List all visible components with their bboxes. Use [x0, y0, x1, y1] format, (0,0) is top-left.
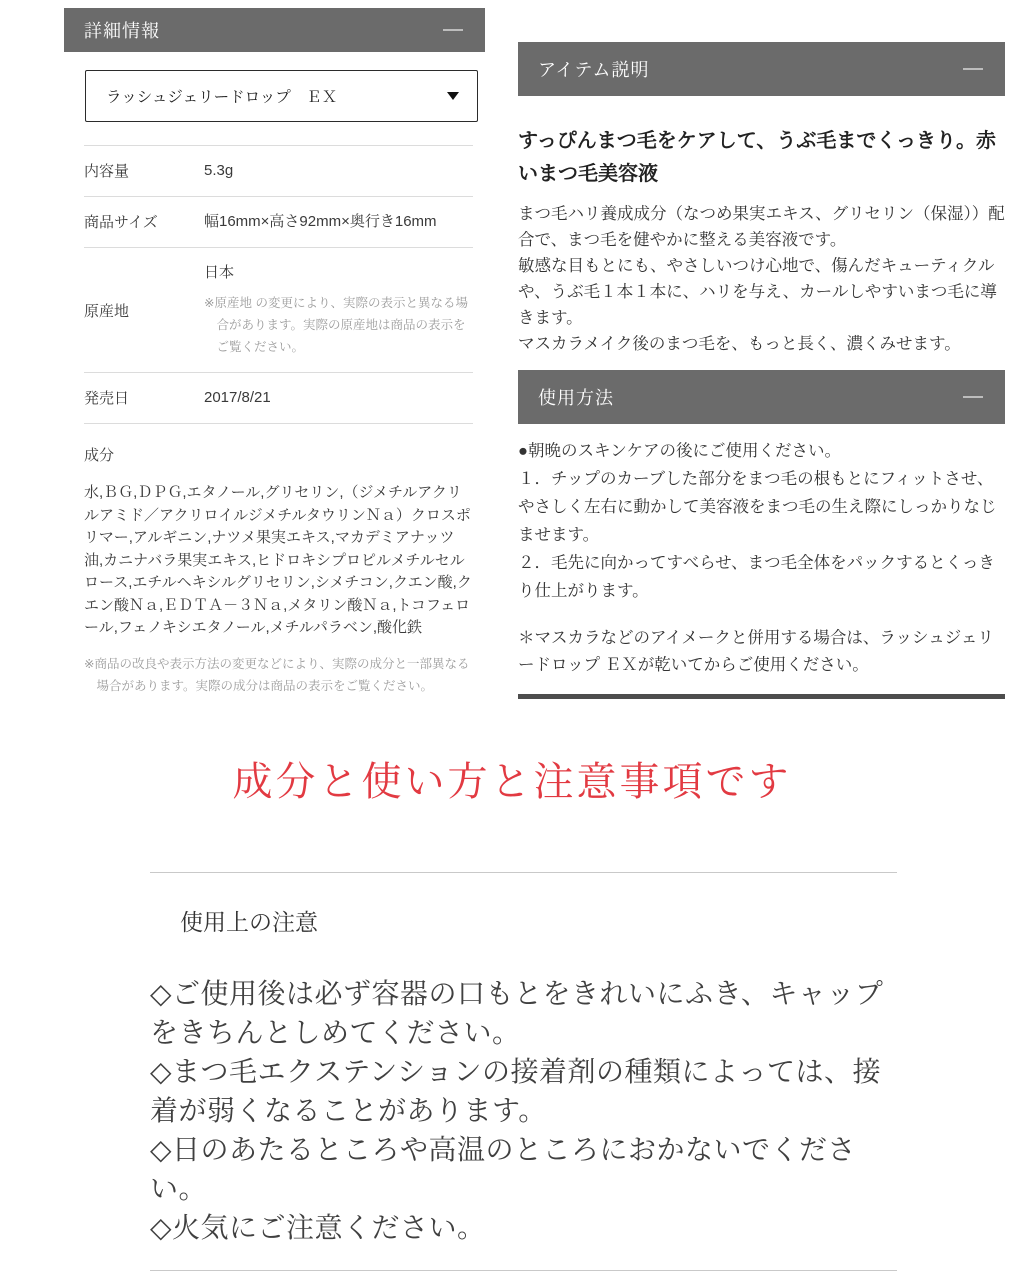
item-panel-header [518, 42, 1005, 96]
spec-label: 商品サイズ [84, 214, 158, 231]
minus-icon [963, 68, 983, 70]
minus-icon [443, 29, 463, 31]
spec-value: 5.3g [204, 162, 234, 179]
table-row-release-date [84, 372, 473, 423]
divider [150, 872, 897, 873]
usage-step: ２．毛先に向かってすべらせ、まつ毛全体をパックするとくっきり仕上がります。 [518, 554, 995, 600]
item-collapse-button[interactable] [961, 62, 985, 76]
usage-body [518, 424, 1005, 679]
minus-icon [963, 396, 983, 398]
spec-value [204, 262, 473, 358]
item-body [518, 201, 1005, 357]
spec-label: 内容量 [84, 163, 130, 180]
chevron-down-icon [447, 92, 459, 100]
item-headline: すっぴんまつ毛をケアして、うぶ毛までくっきり。赤いまつ毛美容液 [518, 130, 996, 185]
spec-label: 発売日 [84, 390, 130, 407]
item-description-panel [518, 42, 1005, 699]
spec-value: 幅16mm×高さ92mm×奥行き16mm [204, 213, 437, 230]
table-row-size [84, 196, 473, 247]
product-variant-select[interactable] [85, 70, 478, 122]
origin-note: ※原産地 の変更により、実際の表示と異なる場合があります。実際の原産地は商品の表示をご覧ください。 [204, 296, 468, 354]
ingredients-note: ※商品の改良や表示方法の変更などにより、実際の成分と一部異なる場合があります。実際の成分は商品の表示をご覧ください。 [84, 656, 470, 693]
usage-step: ●朝晩のスキンケアの後にご使用ください。 [518, 442, 841, 460]
table-row-capacity [84, 145, 473, 196]
item-panel-title: アイテム説明 [538, 60, 650, 80]
section-bottom-rule [518, 694, 1005, 699]
item-body-paragraph: 敏感な目もとにも、やさしいつけ心地で、傷んだキューティクルや、うぶ毛１本１本に、ハリを与え、カールしやすいまつ毛に導きます。 [518, 257, 997, 327]
precaution-item: ◇まつ毛エクステンションの接着剤の種類によっては、接着が弱くなることがあります。 [150, 1056, 882, 1126]
item-body-paragraph: マスカラメイク後のまつ毛を、もっと長く、濃くみせます。 [518, 335, 961, 353]
table-row-origin [84, 247, 473, 372]
precaution-item: ◇火気にご注意ください。 [150, 1212, 486, 1243]
table-row-ingredients [84, 423, 473, 697]
usage-note: ＊マスカラなどのアイメークと併用する場合は、ラッシュジェリードロップ ＥＸが乾いてからご使用ください。 [518, 629, 994, 674]
divider [150, 1270, 897, 1271]
detail-collapse-button[interactable] [441, 23, 465, 37]
precautions-title: 使用上の注意 [180, 909, 318, 935]
precaution-item: ◇日のあたるところや高温のところにおかないでください。 [150, 1134, 857, 1204]
detail-info-panel [64, 8, 485, 697]
precautions-section [150, 872, 897, 1271]
precaution-item: ◇ご使用後は必ず容器の口もとをきれいにふき、キャップをきちんとしめてください。 [150, 978, 884, 1048]
usage-panel-header [518, 370, 1005, 424]
usage-panel-title: 使用方法 [538, 388, 614, 408]
precautions-list [150, 974, 897, 1247]
detail-panel-header [64, 8, 485, 52]
ingredients-text: 水,ＢＧ,ＤＰＧ,エタノール,グリセリン,（ジメチルアクリルアミド／アクリロイルジメチルタウリンＮａ）クロスポリマー,アルギニン,ナツメ果実エキス,マカデミアナッツ油,カニナバラ果実エキス,ヒドロキシプロピルメチルセルロース,エチルヘキシルグリセリン,シメチコン,クエン酸,クエン酸Ｎａ,ＥＤＴＡ－３Ｎａ,メタリン酸Ｎａ,トコフェロール,フェノキシエタノール,メチルパラベン,酸化鉄 [84, 484, 472, 636]
detail-panel-title: 詳細情報 [84, 21, 160, 41]
spec-label: 成分 [84, 447, 115, 464]
usage-step: １．チップのカーブした部分をまつ毛の根もとにフィットさせ、やさしく左右に動かして美容液をまつ毛の生え際にしっかりなじませます。 [518, 470, 997, 544]
spec-value: 2017/8/21 [204, 389, 271, 406]
origin-country: 日本 [204, 264, 235, 281]
spec-label: 原産地 [84, 302, 130, 320]
spec-table [84, 145, 473, 697]
selected-product-label: ラッシュジェリードロップ ＥＸ [106, 89, 338, 106]
handwritten-caption: 成分と使い方と注意事項です [232, 760, 792, 804]
usage-collapse-button[interactable] [961, 390, 985, 404]
item-body-paragraph: まつ毛ハリ養成成分（なつめ果実エキス、グリセリン（保湿））配合で、まつ毛を健やかに整える美容液です。 [518, 205, 1005, 249]
